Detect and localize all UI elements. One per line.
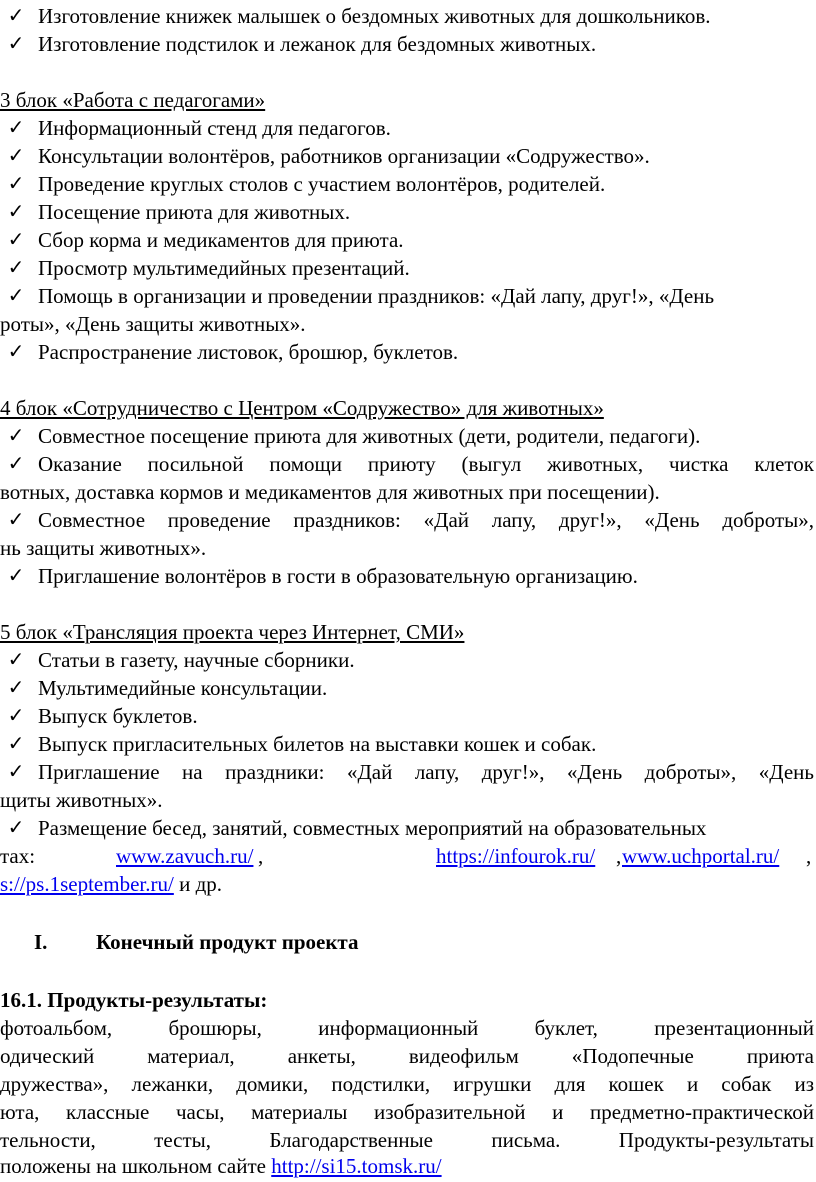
list-item: ✓ Просмотр мультимедийных презентаций. [7, 256, 410, 280]
list-item: ✓ Выпуск буклетов. [7, 704, 198, 728]
paragraph-line: дружества», лежанки, домики, подстилки, игрушки для кошек и собак из [0, 1072, 814, 1096]
list-item-continuation: роты», «День защиты животных». [0, 312, 306, 336]
list-item: ✓ Приглашение на праздники: «Дай лапу, друг!», «День доброты», «День [7, 760, 814, 784]
list-item: ✓ Проведение круглых столов с участием волонтёров, родителей. [7, 172, 606, 196]
list-item: ✓ Статьи в газету, научные сборники. [7, 648, 355, 672]
list-item: ✓ Помощь в организации и проведении праздников: «Дай лапу, друг!», «День [7, 284, 715, 308]
check-icon: ✓ [7, 677, 25, 699]
check-icon: ✓ [7, 733, 25, 755]
list-item: ✓ Мультимедийные консультации. [7, 676, 328, 700]
list-item [0, 30, 816, 58]
list-item: ✓ Размещение бесед, занятий, совместных мероприятий на образовательных [7, 816, 707, 840]
paragraph-line: одический материал, анкеты, видеофильм «Подопечные приюта [0, 1044, 814, 1068]
check-icon: ✓ [7, 201, 25, 223]
block4-heading: 4 блок «Сотрудничество с Центром «Содружество» для животных» [0, 396, 604, 420]
paragraph-line: фотоальбом, брошюры, информационный буклет, презентационный [0, 1016, 814, 1040]
list-item: ✓ Совместное проведение праздников: «Дай лапу, друг!», «День доброты», [7, 508, 814, 532]
link-1september[interactable]: s://ps.1september.ru/ [0, 872, 174, 896]
list-item: ✓ Информационный стенд для педагогов. [7, 116, 391, 140]
list-item-text: Изготовление подстилок и лежанок для бездомных животных. [38, 32, 597, 56]
list-item: ✓ Консультации волонтёров, работников организации «Содружество». [7, 144, 650, 168]
block3-heading: 3 блок «Работа с педагогами» [0, 88, 266, 112]
check-icon: ✓ [7, 705, 25, 727]
link-uchportal[interactable]: www.uchportal.ru/ [622, 844, 780, 868]
paragraph-line: тельности, тесты, Благодарственные письма. Продукты-результаты [0, 1128, 814, 1152]
list-item: ✓ Совместное посещение приюта для животных (дети, родители, педагоги). [7, 424, 701, 448]
check-icon: ✓ [7, 565, 25, 587]
list-item: ✓ Распространение листовок, брошюр, буклетов. [7, 340, 459, 364]
subsection-heading: 16.1. Продукты-результаты: [0, 988, 268, 1012]
link-zavuch[interactable]: www.zavuch.ru/ [116, 844, 254, 868]
list-item: ✓ Оказание посильной помощи приюту (выгул животных, чистка клеток [7, 452, 814, 476]
list-item [0, 2, 816, 30]
check-icon: ✓ [7, 761, 25, 783]
check-icon: ✓ [7, 285, 25, 307]
check-icon: ✓ [7, 33, 25, 55]
check-icon: ✓ [7, 145, 25, 167]
check-icon: ✓ [7, 117, 25, 139]
list-item: ✓ Сбор корма и медикаментов для приюта. [7, 228, 404, 252]
list-item: ✓ Приглашение волонтёров в гости в образовательную организацию. [7, 564, 638, 588]
list-item: ✓ Выпуск пригласительных билетов на выставки кошек и собак. [7, 732, 597, 756]
check-icon: ✓ [7, 341, 25, 363]
check-icon: ✓ [7, 453, 25, 475]
sites-line-2: s://ps.1september.ru/ и др. [0, 872, 223, 896]
section-heading: I. Конечный продукт проекта [34, 930, 359, 954]
list-item-continuation: вотных, доставка кормов и медикаментов для животных при посещении). [0, 480, 660, 504]
sites-line: тах: www.zavuch.ru/ , https://infourok.ru/ , www.uchportal.ru/ , [0, 844, 812, 868]
check-icon: ✓ [7, 5, 25, 27]
link-infourok[interactable]: https://infourok.ru/ [436, 844, 596, 868]
list-item-continuation: нь защиты животных». [0, 536, 207, 560]
list-item-text: Изготовление книжек малышек о бездомных животных для дошкольников. [38, 4, 711, 28]
paragraph-line: юта, классные часы, материалы изобразительной и предметно-практической [0, 1100, 814, 1124]
block5-heading: 5 блок «Трансляция проекта через Интернет, СМИ» [0, 620, 465, 644]
check-icon: ✓ [7, 649, 25, 671]
check-icon: ✓ [7, 817, 25, 839]
link-si15[interactable]: http://si15.tomsk.ru/ [271, 1154, 442, 1178]
paragraph-line-last: положены на школьном сайте http://si15.tomsk.ru/ [0, 1154, 442, 1178]
check-icon: ✓ [7, 229, 25, 251]
check-icon: ✓ [7, 425, 25, 447]
check-icon: ✓ [7, 257, 25, 279]
list-item: ✓ Посещение приюта для животных. [7, 200, 351, 224]
list-item-continuation: щиты животных». [0, 788, 163, 812]
check-icon: ✓ [7, 173, 25, 195]
check-icon: ✓ [7, 509, 25, 531]
